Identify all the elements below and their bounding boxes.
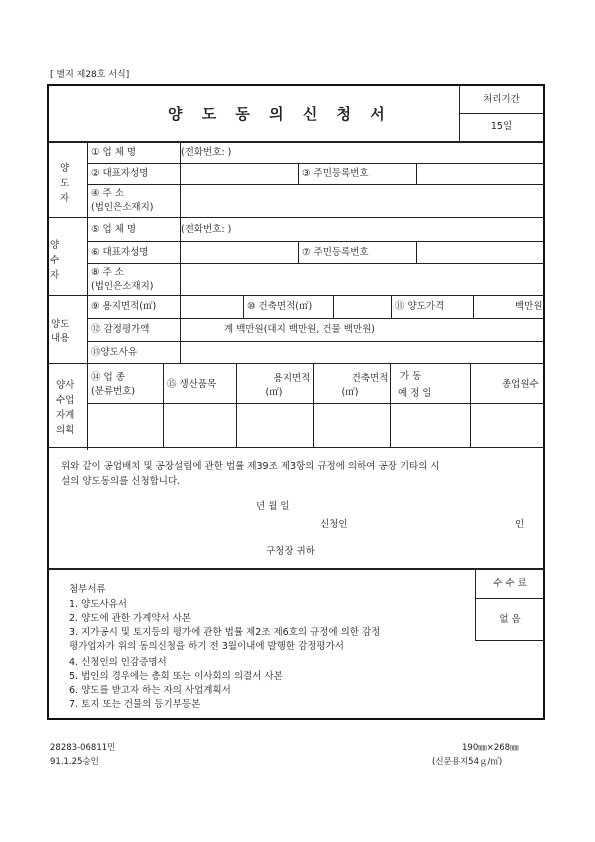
attachment-item: 6. 양도를 받고자 하는 자의 사업계획서 — [69, 685, 231, 696]
attachment-item: 3. 지가공시 및 토지등의 평가에 관한 법률 제2조 제6호의 규정에 의한 감정 — [69, 627, 381, 638]
transferee-address-sub: (법인은소재지) — [91, 281, 154, 292]
attachments-heading: 첨부서류 — [69, 584, 106, 595]
appraisal-total: 계 백만원(대지 백만원, 건물 백만원) — [224, 324, 375, 335]
col-employees: 종업원수 — [502, 379, 539, 390]
col-land-area: 용지면적 — [273, 373, 311, 384]
transfer-price-unit: 백만원 — [515, 301, 543, 312]
approval-date: 91.1.25승인 — [50, 757, 99, 767]
seal-label: 인 — [515, 519, 525, 530]
statement-line-2: 설의 양도동의를 신청합니다. — [61, 476, 181, 487]
paper-type: (신문용지54ｇ/㎡) — [432, 757, 503, 767]
transferor-company-label: ① 업 체 명 — [91, 147, 137, 158]
form-code: 28283-06811민 — [50, 743, 116, 753]
fee-label: 수 수 료 — [493, 578, 527, 589]
transferee-section-label: 양 수 자 — [50, 240, 60, 281]
attachment-item: 7. 토지 또는 건물의 등기부등본 — [69, 699, 201, 710]
applicant-label: 신청인 — [320, 519, 348, 530]
transferor-company-phone[interactable]: (전화번호: ) — [181, 147, 232, 158]
fee-value: 없 음 — [499, 614, 521, 625]
col-building-area-unit: (㎡) — [341, 387, 359, 398]
processing-period-label: 처리기간 — [483, 94, 520, 105]
transfer-price-label: ⑪ 양도가격 — [395, 301, 445, 312]
transferor-rep-label: ② 대표자성명 — [91, 168, 149, 179]
attachment-item: 평가업자가 위의 동의신청을 하기 전 3월이내에 발행한 감정평가서 — [69, 641, 344, 652]
business-plan-section-label: 양사 수업 자계 의획 — [56, 380, 75, 436]
paper-size: 190㎜×268㎜ — [462, 743, 519, 753]
transferee-address-label: ⑧ 주 소 — [91, 267, 124, 278]
transfer-reason-label: ⑬양도사유 — [91, 347, 138, 358]
col-operation-date-sub: 예 정 일 — [398, 388, 432, 399]
transferor-id-label: ③ 주민등록번호 — [302, 168, 369, 179]
attachment-item: 4. 신청인의 인감증명서 — [69, 657, 167, 668]
transferee-company-label: ⑤ 업 체 명 — [91, 224, 137, 235]
transferee-rep-label: ⑥ 대표자성명 — [91, 247, 149, 258]
col-building-area: 건축면적 — [351, 373, 389, 384]
appraisal-label: ⑫ 감정평가액 — [91, 324, 150, 335]
form-number: [ 별지 제28호 서식] — [50, 70, 130, 80]
processing-period-value: 15일 — [490, 121, 513, 132]
addressee: 구청장 귀하 — [266, 546, 315, 557]
land-area-label: ⑨ 용지면적(㎡) — [91, 301, 157, 312]
transferor-section-label: 양 도 자 — [60, 163, 70, 204]
attachment-item: 2. 양도에 관한 가계약서 사본 — [69, 613, 192, 624]
transfer-section-label: 양도 내용 — [51, 319, 70, 344]
attachment-item: 5. 법인의 경우에는 총회 또는 이사회의 의결서 사본 — [69, 671, 283, 682]
attachment-item: 1. 양도사유서 — [69, 599, 127, 610]
date-line: 년 월 일 — [256, 501, 290, 512]
col-industry: ⑭ 업 종 — [91, 372, 125, 383]
statement-line-1: 위와 같이 공업배치 및 공장설립에 관한 법률 제39조 제3항의 규정에 의하여 공장 기타의 시 — [61, 461, 440, 472]
form-title: 양 도 동 의 신 청 서 — [168, 105, 392, 123]
col-industry-sub: (분류번호) — [91, 386, 136, 397]
transferee-id-label: ⑦ 주민등록번호 — [302, 247, 369, 258]
transferor-address-sub: (법인은소재지) — [91, 202, 154, 213]
building-area-label: ⑩ 건축면적(㎡) — [247, 301, 313, 312]
col-product: ⑮ 생산품목 — [167, 379, 217, 390]
transferee-company-phone[interactable]: (전화번호: ) — [181, 224, 232, 235]
transferor-address-label: ④ 주 소 — [91, 188, 124, 199]
col-land-area-unit: (㎡) — [265, 387, 283, 398]
col-operation-date: 가 동 — [400, 371, 422, 382]
